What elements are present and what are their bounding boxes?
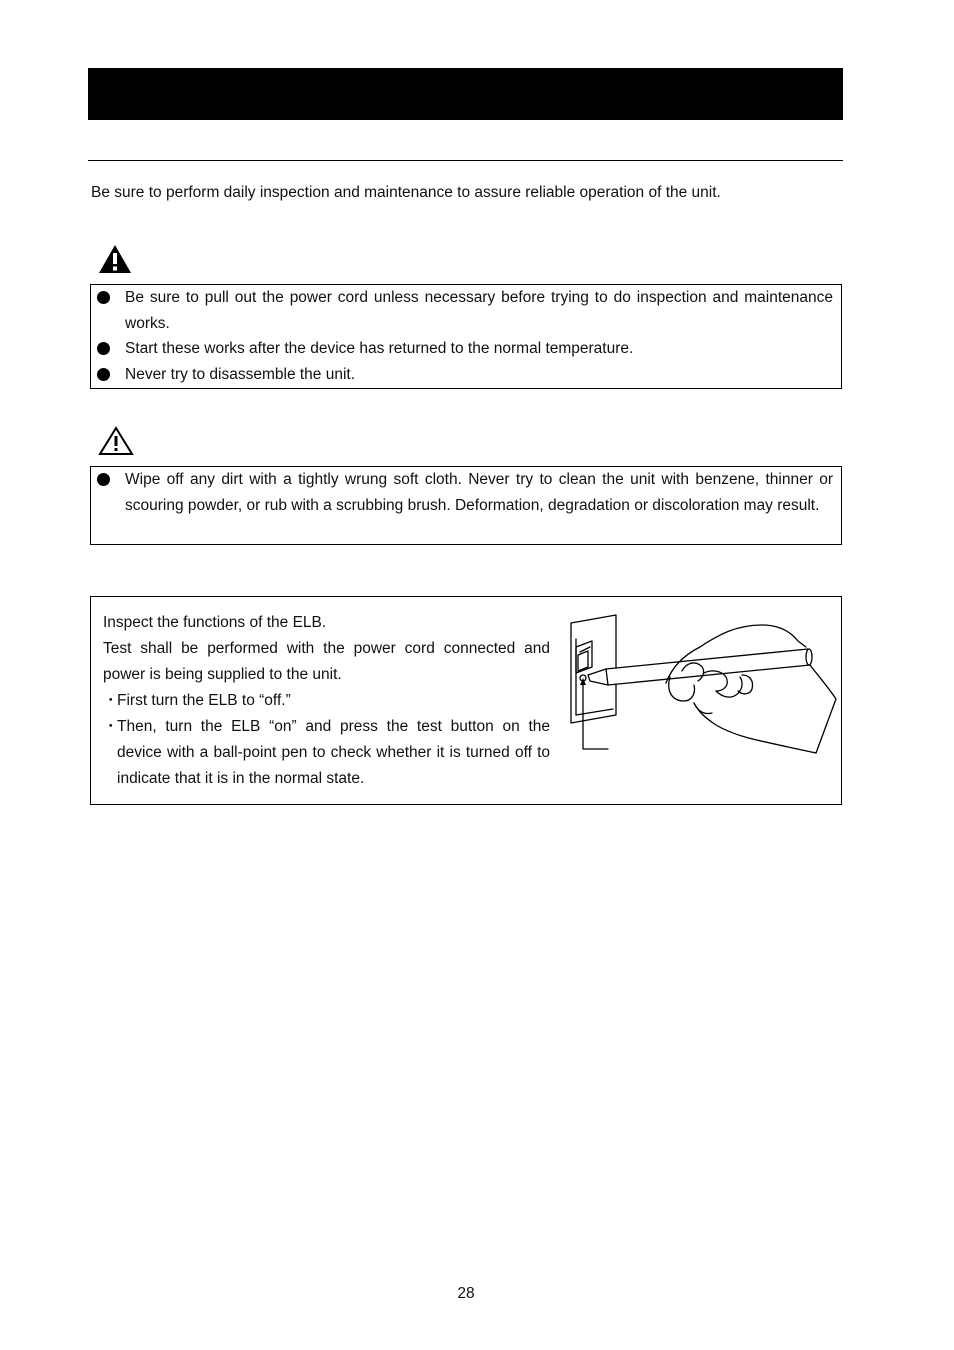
step-mark: ・ [103,718,119,735]
elb-inspection-box [90,596,842,805]
bullet-icon [97,473,110,486]
hand-pressing-elb-test-button-icon [566,611,838,756]
page-number: 28 [457,1285,475,1302]
intro-text: Be sure to perform daily inspection and maintenance to assure reliable operation of the unit. [91,184,721,201]
elb-instructions [103,610,550,792]
section-title-bar [88,68,843,120]
step-mark: ・ [103,692,119,709]
elb-intro-line: Inspect the functions of the ELB. [103,614,327,631]
bullet-icon [97,342,110,355]
bullet-icon [97,291,110,304]
bullet-icon [97,368,110,381]
list-item [91,336,841,362]
list-item [91,362,841,388]
list-item [91,467,841,519]
warning-list [91,285,841,387]
list-item [91,285,841,336]
caution-list [91,467,841,519]
elb-step-text: First turn the ELB to “off.” [117,692,291,709]
elb-step [103,714,550,792]
elb-condition-line: Test shall be performed with the power cord connected and power is being supplied to the unit. [103,640,550,683]
caution-box [90,466,842,545]
warning-item-text: Never try to disassemble the unit. [125,365,356,383]
section-divider [88,160,843,161]
warning-item-text: Start these works after the device has returned to the normal temperature. [125,340,634,357]
elb-step [103,688,550,714]
caution-item-text: Wipe off any dirt with a tightly wrung soft cloth. Never try to clean the unit with benzene, thinner or scouring powder, or rub with a scrubbing brush. Deformation, degradation or discoloration may result. [125,471,833,514]
caution-icon [98,426,134,456]
warning-item-text: Be sure to pull out the power cord unless necessary before trying to do inspection and maintenance works. [125,289,833,332]
warning-box [90,284,842,389]
warning-icon [98,244,132,274]
elb-step-text: Then, turn the ELB “on” and press the test button on the device with a ball-point pen to check whether it is turned off to indicate that it is in the normal state. [117,718,550,787]
